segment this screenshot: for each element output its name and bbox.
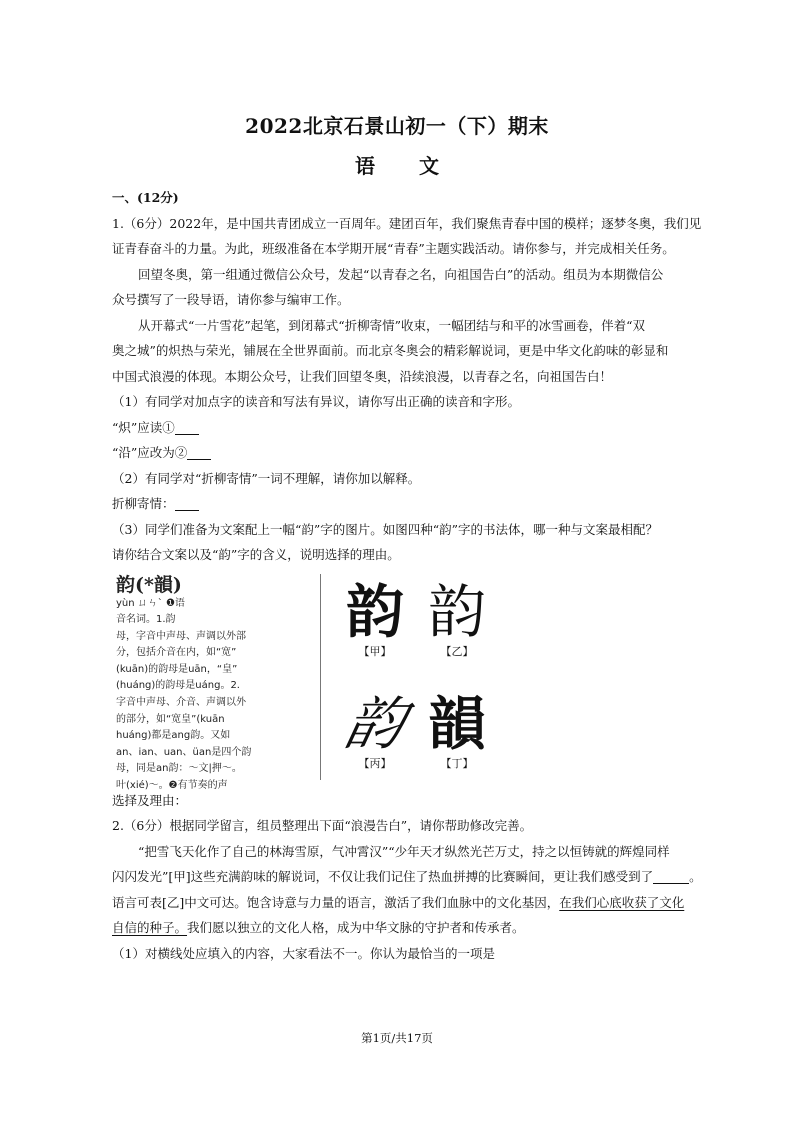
q1-sub3-line1: （3）同学们准备为文案配上一幅“韵”字的图片。如图四种“韵”字的书法体，哪一种与文案最相配？ xyxy=(112,521,659,537)
q2-text-line1: “把雪飞天化作了自己的林海雪原，气冲霄汉”“少年天才纵然光芒万丈，持之以恒铸就的辉煌同样 xyxy=(138,843,670,859)
dict-line: 字音中声母、介音、声调以外 xyxy=(116,697,246,709)
answer-b-label: “沿”应改为② xyxy=(112,445,188,460)
q1-sub3-line2: 请你结合文案以及“韵”字的含义，说明选择的理由。 xyxy=(112,547,400,562)
q2-intro: 2.（6分）根据同学留言，组员整理出下面“浪漫告白”，请你帮助修改完善。 xyxy=(112,818,533,833)
q2-sub1: （1）对横线处应填入的内容，大家看法不一。你认为最恰当的一项是 xyxy=(112,945,495,961)
subject-char-1: 语 xyxy=(355,154,375,178)
subject-char-2: 文 xyxy=(419,154,439,178)
q2-text-line4 xyxy=(112,915,684,941)
dict-line: yùn ㄩㄣˋ ❶语 xyxy=(116,597,185,609)
glyph-label: 【乙】 xyxy=(440,644,474,658)
underlined-sentence-part1: 在我们心底收获了文化 xyxy=(559,894,685,910)
q2-text-line3-main: 语言可表[乙]中文可达。饱含诗意与力量的语言，激活了我们血脉中的文化基因， xyxy=(112,894,560,910)
figure-divider xyxy=(320,574,321,780)
glyph-bing xyxy=(338,689,412,772)
dict-line: huáng)都是ang韵。又如 xyxy=(116,730,231,742)
q1-para1-line1: 回望冬奥，第一组通过微信公众号，发起“以青春之名，向祖国告白”的活动。组员为本期微信公 xyxy=(138,266,664,282)
glyph-ding xyxy=(422,689,492,772)
q1-sub1: （1）有同学对加点字的读音和写法有异议，请你写出正确的读音和字形。 xyxy=(112,394,520,409)
q2-text-line3 xyxy=(112,890,684,916)
glyph-jia xyxy=(340,577,410,660)
glyph-label: 【丁】 xyxy=(440,756,474,770)
q1-sub1-answer-a xyxy=(112,415,684,441)
dict-line: 叶(xié)～。❷有节奏的声 xyxy=(116,780,228,792)
q1-sub1-answer-b xyxy=(112,440,684,466)
q1-intro-line2: 证青春奋斗的力量。为此，班级准备在本学期开展“青春”主题实践活动。请你参与，并完成相关任务。 xyxy=(112,241,675,256)
glyph-char: 韵 xyxy=(427,577,486,646)
q1-para2-line1: 从开幕式“一片雪花”起笔，到闭幕式“折柳寄情”收束，一幅团结与和平的冰雪画卷，伴着“双 xyxy=(138,317,645,333)
q1-para2-line3: 中国式浪漫的体现。本期公众号，让我们回望冬奥，沿续浪漫，以青春之名，向祖国告白！ xyxy=(112,368,613,384)
answer-blank-1[interactable] xyxy=(175,420,199,435)
exam-body xyxy=(112,185,702,966)
q1-sub2: （2）有同学对“折柳寄情”一词不理解，请你加以解释。 xyxy=(112,470,421,486)
dict-line: (kuān)的韵母是uān，“皇” xyxy=(116,663,238,675)
dictionary-headword: 韵(*韻) xyxy=(116,573,182,596)
dict-line: (huáng)的韵母是uáng。2. xyxy=(116,680,240,692)
glyph-char: 韵 xyxy=(345,577,404,646)
q2-text-line2 xyxy=(112,864,702,890)
underlined-sentence-part2: 自信的种子。 xyxy=(112,920,188,935)
q2-text-line2-main: 闪闪发光”[甲]这些充满韵味的解说词，不仅让我们记住了热血拼搏的比赛瞬间，更让我们感受到了 xyxy=(112,869,654,884)
glyph-char: 韻 xyxy=(427,689,486,758)
dict-line: 母，同是an韵：～文|押～。 xyxy=(116,763,242,775)
calligraphy-figure xyxy=(112,573,684,792)
q1-para2-line2: 奥之城”的炽热与荣光，铺展在全世界面前。而北京冬奥会的精彩解说词，更是中华文化韵味的彰显和 xyxy=(112,343,669,358)
q2-text-line2-end: 。 xyxy=(689,869,702,884)
q1-para1-line2: 众号撰写了一段导语，请你参与编审工作。 xyxy=(112,292,350,307)
answer-blank-3[interactable] xyxy=(175,496,199,511)
subject-title xyxy=(0,150,794,179)
q1-sub2-answer xyxy=(112,491,684,517)
dict-line: 音名词。1.韵 xyxy=(116,614,176,626)
dictionary-entry xyxy=(116,573,292,792)
glyph-yi xyxy=(422,577,492,660)
dict-line: 的部分，如“宽皇”(kuān xyxy=(116,713,225,725)
q1-intro-line1: 1.（6分）2022年，是中国共青团成立一百周年。建团百年，我们聚焦青春中国的模样；逐梦冬奥，我们见 xyxy=(112,215,702,231)
glyph-char: 韵 xyxy=(338,689,412,758)
q2-text-line4-main: 我们愿以独立的文化人格，成为中华文脉的守护者和传承者。 xyxy=(187,920,525,935)
dict-line: an、ian、uan、üan是四个韵 xyxy=(116,746,252,758)
dict-line: 分，包括介音在内，如“宽” xyxy=(116,647,237,659)
page-title: 2022北京石景山初一（下）期末 xyxy=(245,114,549,138)
glyph-label: 【丙】 xyxy=(358,756,392,770)
section-heading: 一、(12分) xyxy=(112,190,179,205)
answer-blank-4[interactable] xyxy=(653,869,689,884)
answer-label: 折柳寄情： xyxy=(112,496,175,511)
page-footer: 第1页/共17页 xyxy=(361,1031,433,1045)
q1-choose-reason: 选择及理由： xyxy=(112,792,188,808)
dict-line: 母，字音中声母、声调以外部 xyxy=(116,630,246,642)
glyph-label: 【甲】 xyxy=(358,644,392,658)
answer-blank-2[interactable] xyxy=(187,445,211,460)
answer-a-label: “炽”应读① xyxy=(112,419,175,435)
